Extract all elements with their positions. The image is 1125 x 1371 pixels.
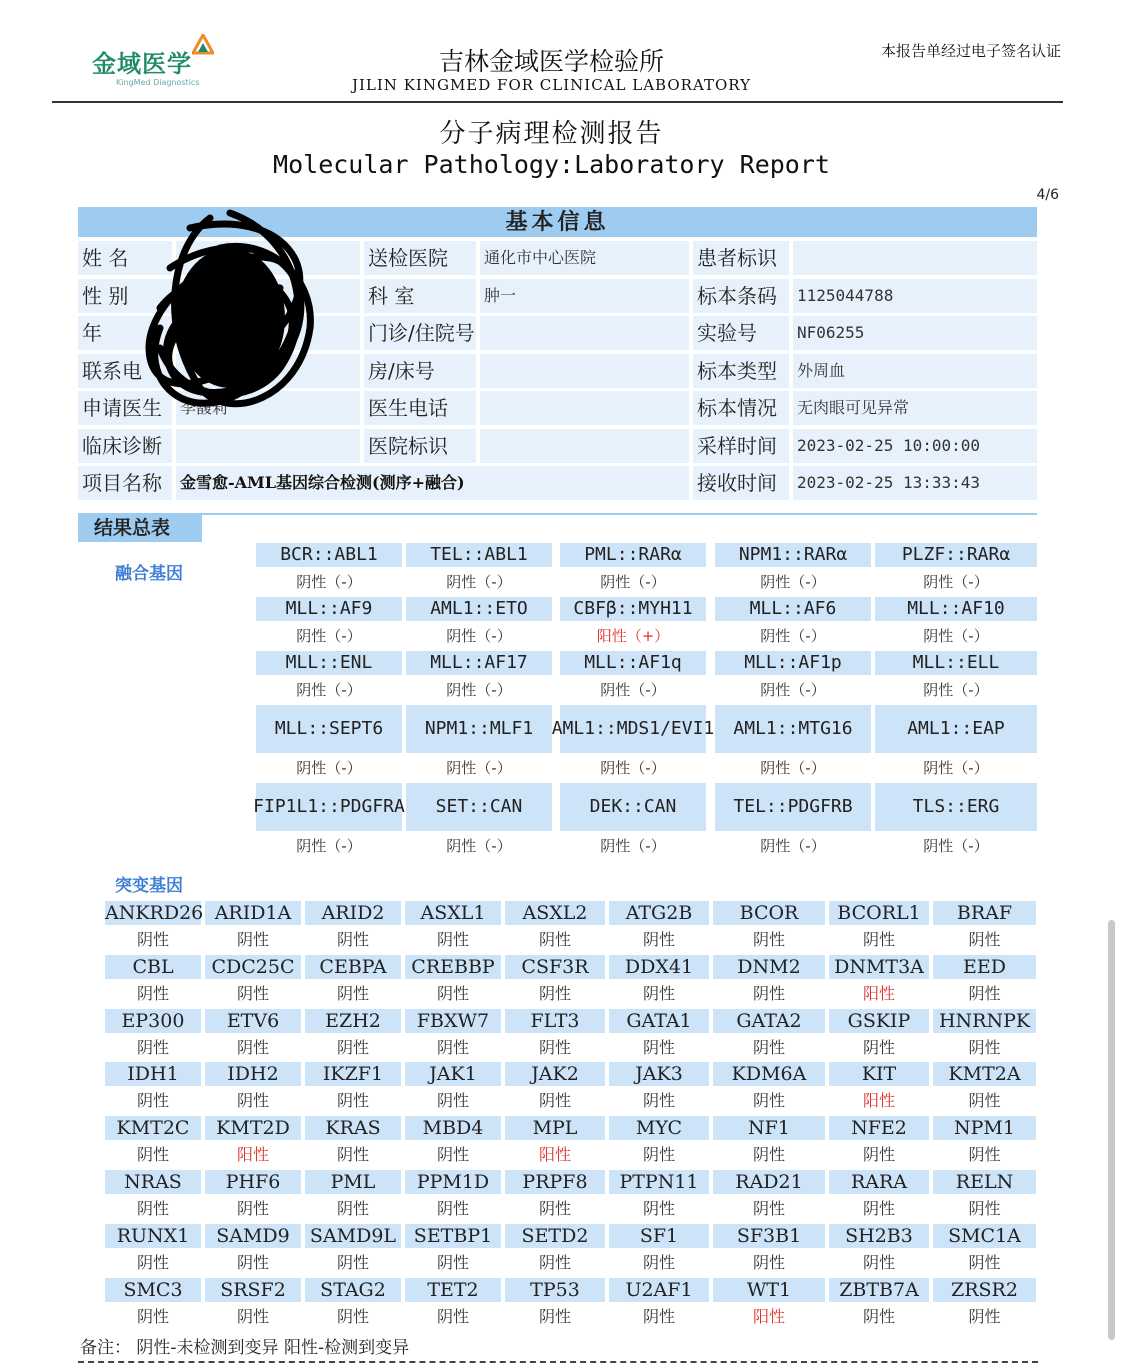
- fusion-gene-name: PLZF::RARα: [875, 543, 1037, 567]
- mutation-result: 阴性: [862, 930, 895, 949]
- mutation-gene-name: BRAF: [933, 901, 1036, 925]
- info-value: 通化市中心医院: [480, 241, 689, 275]
- mutation-gene-name: ZRSR2: [933, 1278, 1036, 1302]
- mutation-result: 阴性: [336, 1091, 369, 1111]
- mutation-result: 阴性: [642, 1091, 675, 1111]
- mutation-result: 阴性: [236, 1037, 269, 1057]
- mutation-result: 阴性: [968, 1037, 1001, 1057]
- info-label: 科 室: [364, 279, 476, 313]
- mutation-result: 阴性: [136, 1037, 169, 1057]
- mutation-gene-name: SAMD9: [205, 1224, 301, 1248]
- mutation-result: 阴性: [862, 1306, 895, 1326]
- mutation-gene-name: KIT: [829, 1062, 929, 1086]
- mutation-gene-name: MBD4: [405, 1116, 501, 1140]
- footer-divider: [78, 1361, 1038, 1363]
- fusion-result: 阴性（-）: [760, 759, 826, 777]
- fusion-result: 阴性（-）: [600, 573, 666, 591]
- info-label: 患者标识: [693, 241, 789, 275]
- fusion-result: 阴性（-）: [446, 837, 512, 855]
- mutation-gene-name: GSKIP: [829, 1009, 929, 1033]
- mutation-result: 阴性: [336, 1199, 369, 1218]
- logo-subtext: KingMed Diagnostics: [116, 78, 200, 87]
- info-label: 门诊/住院号: [364, 316, 476, 350]
- summary-divider: [78, 513, 1037, 515]
- info-value: [793, 241, 1037, 275]
- mutation-gene-name: HNRNPK: [933, 1009, 1036, 1033]
- fusion-result: 阴性（-）: [446, 759, 512, 777]
- mutation-gene-name: MPL: [505, 1116, 605, 1140]
- mutation-gene-name: KMT2A: [933, 1062, 1036, 1086]
- mutation-result: 阴性: [236, 1306, 269, 1326]
- mutation-result: 阴性: [336, 930, 369, 949]
- info-value: 2023-02-25 10:00:00: [793, 429, 1037, 463]
- certification-note: 本报告单经过电子签名认证: [880, 42, 1061, 60]
- mutation-result: 阴性: [752, 1199, 785, 1218]
- mutation-gene-name: RAD21: [713, 1170, 825, 1194]
- mutation-gene-name: ASXL1: [405, 901, 501, 925]
- mutation-gene-name: JAK3: [609, 1062, 709, 1086]
- mutation-result: 阴性: [538, 1091, 571, 1111]
- mutation-result: 阴性: [968, 1199, 1001, 1218]
- mutation-gene-name: PML: [305, 1170, 401, 1194]
- mutation-gene-name: KMT2C: [105, 1116, 201, 1140]
- mutation-gene-name: EP300: [105, 1009, 201, 1033]
- info-value: [480, 316, 689, 350]
- mutation-result: 阴性: [642, 1145, 675, 1165]
- mutation-gene-name: NF1: [713, 1116, 825, 1140]
- mutation-result: 阴性: [336, 983, 369, 1003]
- mutation-gene-name: GATA2: [713, 1009, 825, 1033]
- mutation-gene-name: U2AF1: [609, 1278, 709, 1302]
- mutation-result-positive: 阳性: [236, 1145, 269, 1165]
- fusion-result: 阴性（-）: [923, 681, 989, 699]
- mutation-gene-name: DNMT3A: [829, 955, 929, 979]
- mutation-gene-name: RELN: [933, 1170, 1036, 1194]
- fusion-gene-name: AML1::EAP: [875, 705, 1037, 753]
- mutation-result: 阴性: [538, 1252, 571, 1272]
- mutation-result: 阴性: [538, 1199, 571, 1218]
- info-row: [78, 429, 1037, 463]
- info-label: 实验号: [693, 316, 789, 350]
- fusion-gene-name: FIP1L1::PDGFRA: [256, 783, 402, 831]
- info-label: 标本类型: [693, 354, 789, 388]
- mutation-result: 阴性: [752, 1037, 785, 1057]
- info-value: [176, 429, 360, 463]
- fusion-result: 阴性（-）: [760, 837, 826, 855]
- fusion-genes-label: 融合基因: [115, 564, 183, 584]
- info-row-project: [78, 466, 1037, 500]
- mutation-gene-name: FBXW7: [405, 1009, 501, 1033]
- mutation-result: 阴性: [752, 983, 785, 1003]
- mutation-gene-name: JAK2: [505, 1062, 605, 1086]
- mutation-result: 阴性: [968, 1306, 1001, 1326]
- fusion-result: 阴性（-）: [600, 759, 666, 777]
- mutation-gene-name: WT1: [713, 1278, 825, 1302]
- info-label: 标本条码: [693, 279, 789, 313]
- fusion-result: 阴性（-）: [296, 759, 362, 777]
- info-value: 外周血: [793, 354, 1037, 388]
- mutation-gene-name: SRSF2: [205, 1278, 301, 1302]
- mutation-gene-name: GATA1: [609, 1009, 709, 1033]
- info-value: [480, 391, 689, 425]
- mutation-gene-name: EZH2: [305, 1009, 401, 1033]
- mutation-result: 阴性: [436, 1037, 469, 1057]
- scrollbar[interactable]: [1108, 920, 1115, 1340]
- mutation-result-positive: 阳性: [538, 1145, 571, 1165]
- mutation-gene-name: NFE2: [829, 1116, 929, 1140]
- mutation-gene-name: DNM2: [713, 955, 825, 979]
- mutation-result: 阴性: [236, 930, 269, 949]
- page-number: 4/6: [1036, 187, 1059, 203]
- mutation-result: 阴性: [538, 1306, 571, 1326]
- mutation-result: 阴性: [968, 1252, 1001, 1272]
- mutation-result: 阴性: [236, 1091, 269, 1111]
- mutation-gene-name: PPM1D: [405, 1170, 501, 1194]
- info-label: 送检医院: [364, 241, 476, 275]
- mutation-gene-name: ZBTB7A: [829, 1278, 929, 1302]
- fusion-result: 阴性（-）: [760, 681, 826, 699]
- mutation-gene-name: KMT2D: [205, 1116, 301, 1140]
- receive-time-value: 2023-02-25 13:33:43: [793, 466, 1037, 500]
- fusion-gene-name: MLL::AF1p: [715, 651, 871, 675]
- mutation-gene-name: ANKRD26: [105, 902, 204, 924]
- info-label: 联系电: [78, 354, 172, 388]
- fusion-gene-name: NPM1::MLF1: [406, 705, 552, 753]
- mutation-gene-name: SMC1A: [933, 1224, 1036, 1248]
- mutation-gene-name: FLT3: [505, 1009, 605, 1033]
- mutation-result: 阴性: [436, 983, 469, 1003]
- mutation-result: 阴性: [642, 1306, 675, 1326]
- fusion-result: 阴性（-）: [446, 681, 512, 699]
- redaction-scribble: [130, 208, 320, 423]
- mutation-result: 阴性: [538, 930, 571, 949]
- fusion-result: 阴性（-）: [296, 627, 362, 645]
- info-value: 李馥莉: [176, 391, 360, 425]
- mutation-gene-name: TET2: [405, 1278, 501, 1302]
- mutation-gene-name: ARID1A: [205, 901, 301, 925]
- info-label: 姓 名: [78, 241, 172, 275]
- fusion-gene-name: SET::CAN: [406, 783, 552, 831]
- mutation-result: 阴性: [642, 983, 675, 1003]
- mutation-gene-name: ARID2: [305, 901, 401, 925]
- lab-name-en: JILIN KINGMED FOR CLINICAL LABORATORY: [351, 76, 751, 94]
- mutation-result: 阴性: [862, 1252, 895, 1272]
- mutation-gene-name: SMC3: [105, 1278, 201, 1302]
- report-title-en: Molecular Pathology:Laboratory Report: [273, 150, 830, 179]
- mutation-gene-name: EED: [933, 955, 1036, 979]
- fusion-gene-name: TEL::PDGFRB: [715, 783, 871, 831]
- mutation-gene-name: CBL: [105, 955, 201, 979]
- fusion-gene-name: TEL::ABL1: [406, 543, 552, 567]
- mutation-result-positive: 阳性: [862, 983, 895, 1003]
- info-label: 医生电话: [364, 391, 476, 425]
- mutation-result: 阴性: [642, 1037, 675, 1057]
- fusion-gene-name: MLL::AF9: [256, 597, 402, 621]
- fusion-result: 阴性（-）: [923, 573, 989, 591]
- fusion-result: 阴性（-）: [923, 837, 989, 855]
- fusion-gene-name: AML1::MTG16: [715, 705, 871, 753]
- mutation-result: 阴性: [136, 1199, 169, 1218]
- summary-header: 结果总表: [78, 514, 202, 542]
- mutation-result: 阴性: [862, 1199, 895, 1218]
- fusion-gene-name: NPM1::RARα: [715, 543, 871, 567]
- mutation-result: 阴性: [968, 930, 1001, 949]
- mutation-result: 阴性: [752, 930, 785, 949]
- receive-time-label: 接收时间: [693, 466, 789, 500]
- fusion-gene-name: DEK::CAN: [560, 783, 706, 831]
- mutation-gene-name: KDM6A: [713, 1062, 825, 1086]
- logo-text: 金域医学: [92, 50, 192, 78]
- report-header: [0, 0, 1125, 105]
- mutation-result: 阴性: [436, 930, 469, 949]
- mutation-gene-name: SAMD9L: [305, 1224, 401, 1248]
- mutation-gene-name: CSF3R: [505, 955, 605, 979]
- mutation-result: 阴性: [968, 983, 1001, 1003]
- mutation-result: 阴性: [136, 1252, 169, 1272]
- fusion-gene-name: MLL::ENL: [256, 651, 402, 675]
- fusion-gene-name: BCR::ABL1: [256, 543, 402, 567]
- info-label: 标本情况: [693, 391, 789, 425]
- mutation-gene-name: TP53: [505, 1278, 605, 1302]
- mutation-result: 阴性: [436, 1306, 469, 1326]
- fusion-result: 阴性（-）: [446, 627, 512, 645]
- fusion-result: 阴性（-）: [600, 837, 666, 855]
- mutation-result-positive: 阳性: [862, 1091, 895, 1111]
- project-label: 项目名称: [78, 466, 172, 500]
- mutation-gene-name: PHF6: [205, 1170, 301, 1194]
- mutation-result: 阴性: [336, 1037, 369, 1057]
- mutation-genes-label: 突变基因: [115, 876, 183, 896]
- mutation-result: 阴性: [862, 1037, 895, 1057]
- mutation-gene-name: JAK1: [405, 1062, 501, 1086]
- mutation-gene-name: PTPN11: [609, 1170, 709, 1194]
- mutation-gene-name: IDH1: [105, 1062, 201, 1086]
- mutation-gene-name: ETV6: [205, 1009, 301, 1033]
- info-value: 肿一: [480, 279, 689, 313]
- mutation-gene-name: RUNX1: [105, 1224, 201, 1248]
- fusion-gene-name: MLL::AF1q: [560, 651, 706, 675]
- mutation-result: 阴性: [136, 1306, 169, 1326]
- mutation-gene-name: ATG2B: [609, 901, 709, 925]
- mutation-gene-name: CEBPA: [305, 955, 401, 979]
- fusion-result: 阴性（-）: [760, 573, 826, 591]
- mutation-gene-name: SH2B3: [829, 1224, 929, 1248]
- mutation-result: 阴性: [136, 930, 169, 949]
- info-value: NF06255: [793, 316, 1037, 350]
- info-label: 临床诊断: [78, 429, 172, 463]
- header-divider: [52, 101, 1063, 103]
- project-value: 金雪愈-AML基因综合检测(测序+融合): [176, 466, 689, 500]
- mutation-gene-name: SF3B1: [713, 1224, 825, 1248]
- mutation-gene-name: DDX41: [609, 955, 709, 979]
- fusion-result: 阴性（-）: [296, 837, 362, 855]
- mutation-result: 阴性: [236, 1252, 269, 1272]
- mutation-gene-name: IDH2: [205, 1062, 301, 1086]
- mutation-gene-name: ASXL2: [505, 901, 605, 925]
- fusion-result: 阴性（-）: [600, 681, 666, 699]
- fusion-result-positive: 阳性（+）: [596, 627, 670, 645]
- mutation-result: 阴性: [642, 1252, 675, 1272]
- fusion-gene-name: MLL::SEPT6: [256, 705, 402, 753]
- fusion-result: 阴性（-）: [923, 627, 989, 645]
- info-label: 性 别: [78, 279, 172, 313]
- mutation-result: 阴性: [136, 1091, 169, 1111]
- fusion-gene-name: TLS::ERG: [875, 783, 1037, 831]
- info-label: 采样时间: [693, 429, 789, 463]
- mutation-result: 阴性: [436, 1145, 469, 1165]
- info-label: 医院标识: [364, 429, 476, 463]
- fusion-result: 阴性（-）: [923, 759, 989, 777]
- mutation-gene-name: SF1: [609, 1224, 709, 1248]
- info-label: 年: [78, 316, 172, 350]
- mutation-gene-name: CDC25C: [205, 955, 301, 979]
- mutation-result: 阴性: [752, 1091, 785, 1111]
- mutation-gene-name: SETBP1: [405, 1224, 501, 1248]
- mutation-gene-name: STAG2: [305, 1278, 401, 1302]
- mutation-result: 阴性: [136, 983, 169, 1003]
- mutation-result: 阴性: [236, 983, 269, 1003]
- mutation-gene-name: MYC: [609, 1116, 709, 1140]
- mutation-gene-name: SETD2: [505, 1224, 605, 1248]
- basic-info-header: 基本信息: [78, 207, 1037, 237]
- info-value: [480, 429, 689, 463]
- fusion-gene-name: CBFβ::MYH11: [560, 597, 706, 621]
- fusion-gene-name: AML1::MDS1/EVI1: [560, 705, 706, 753]
- mutation-result: 阴性: [642, 930, 675, 949]
- mutation-result: 阴性: [336, 1252, 369, 1272]
- mutation-result: 阴性: [862, 1145, 895, 1165]
- footer-note: 备注： 阴性-未检测到变异 阳性-检测到变异: [80, 1338, 410, 1358]
- mutation-gene-name: RARA: [829, 1170, 929, 1194]
- mutation-gene-name: PRPF8: [505, 1170, 605, 1194]
- mutation-gene-name: NRAS: [105, 1170, 201, 1194]
- mutation-gene-name: IKZF1: [305, 1062, 401, 1086]
- fusion-result: 阴性（-）: [446, 573, 512, 591]
- mutation-result: 阴性: [968, 1091, 1001, 1111]
- fusion-gene-name: MLL::AF17: [406, 651, 552, 675]
- mutation-result: 阴性: [538, 983, 571, 1003]
- mutation-gene-name: BCOR: [713, 901, 825, 925]
- mutation-result: 阴性: [236, 1199, 269, 1218]
- report-title-cn: 分子病理检测报告: [439, 119, 664, 149]
- fusion-gene-name: PML::RARα: [560, 543, 706, 567]
- lab-name-cn: 吉林金域医学检验所: [438, 47, 664, 76]
- mutation-result: 阴性: [752, 1145, 785, 1165]
- mutation-result: 阴性: [336, 1306, 369, 1326]
- fusion-result: 阴性（-）: [296, 681, 362, 699]
- info-value: 1125044788: [793, 279, 1037, 313]
- mutation-gene-name: CREBBP: [405, 955, 501, 979]
- mutation-result: 阴性: [136, 1145, 169, 1165]
- info-label: 申请医生: [78, 391, 172, 425]
- mutation-result: 阴性: [642, 1199, 675, 1218]
- mutation-result: 阴性: [336, 1145, 369, 1165]
- mutation-gene-name: NPM1: [933, 1116, 1036, 1140]
- info-label: 房/床号: [364, 354, 476, 388]
- fusion-result: 阴性（-）: [296, 573, 362, 591]
- fusion-gene-name: MLL::AF10: [875, 597, 1037, 621]
- mutation-gene-name: BCORL1: [829, 901, 929, 925]
- mutation-result-positive: 阳性: [752, 1306, 785, 1326]
- mutation-result: 阴性: [538, 1037, 571, 1057]
- fusion-gene-name: MLL::ELL: [875, 651, 1037, 675]
- fusion-gene-name: MLL::AF6: [715, 597, 871, 621]
- fusion-result: 阴性（-）: [760, 627, 826, 645]
- mutation-result: 阴性: [968, 1145, 1001, 1165]
- mutation-result: 阴性: [436, 1199, 469, 1218]
- fusion-gene-name: AML1::ETO: [406, 597, 552, 621]
- mutation-gene-name: KRAS: [305, 1116, 401, 1140]
- mutation-result: 阴性: [752, 1252, 785, 1272]
- info-value: 无肉眼可见异常: [793, 391, 1037, 425]
- mutation-result: 阴性: [436, 1091, 469, 1111]
- info-value: [480, 354, 689, 388]
- mutation-result: 阴性: [436, 1252, 469, 1272]
